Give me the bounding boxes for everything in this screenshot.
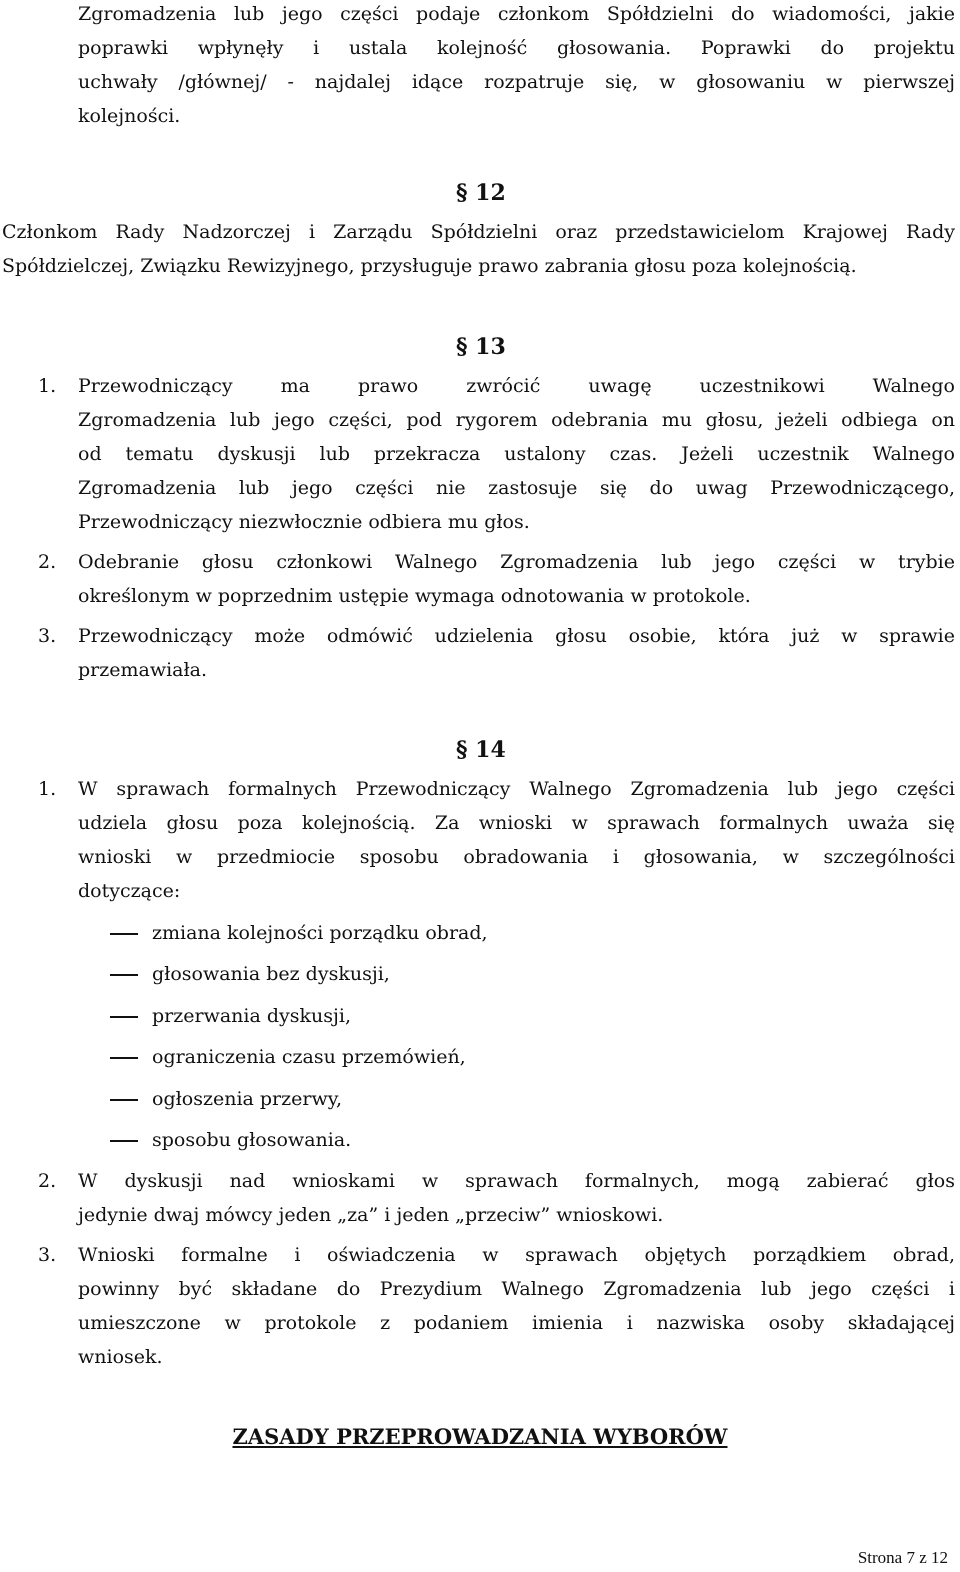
- list-item: sposobu głosowania.: [152, 1129, 352, 1151]
- paragraph-line: Zgromadzenia lub jego części, pod rygorem odebrania mu głosu, jeżeli odbiega on: [78, 409, 955, 431]
- dash-bullet-icon: [110, 933, 138, 935]
- list-item: głosowania bez dyskusji,: [152, 963, 390, 985]
- paragraph-line: Odebranie głosu członkowi Walnego Zgromadzenia lub jego części w trybie: [78, 551, 955, 573]
- item-number: 2.: [38, 551, 57, 573]
- dash-bullet-icon: [110, 1016, 138, 1018]
- paragraph-line: kolejności.: [78, 105, 181, 127]
- list-item: zmiana kolejności porządku obrad,: [152, 922, 488, 944]
- paragraph-line: wniosek.: [78, 1346, 163, 1368]
- item-number: 3.: [38, 1244, 57, 1266]
- dash-bullet-icon: [110, 1057, 138, 1059]
- section-heading-12: § 12: [456, 180, 506, 206]
- paragraph-line: od tematu dyskusji lub przekracza ustalony czas. Jeżeli uczestnik Walnego: [78, 443, 955, 465]
- closing-heading: ZASADY PRZEPROWADZANIA WYBORÓW: [232, 1424, 728, 1449]
- paragraph-line: Wnioski formalne i oświadczenia w sprawach objętych porządkiem obrad,: [78, 1244, 955, 1266]
- paragraph-line: udziela głosu poza kolejnością. Za wnioski w sprawach formalnych uważa się: [78, 812, 955, 834]
- section-heading-13: § 13: [456, 334, 506, 360]
- paragraph-line: W dyskusji nad wnioskami w sprawach formalnych, mogą zabierać głos: [78, 1170, 955, 1192]
- item-number: 2.: [38, 1170, 57, 1192]
- paragraph-line: jedynie dwaj mówcy jeden „za” i jeden „przeciw” wnioskowi.: [78, 1204, 664, 1226]
- item-number: 1.: [38, 375, 57, 397]
- paragraph-line: poprawki wpłynęły i ustala kolejność głosowania. Poprawki do projektu: [78, 37, 955, 59]
- paragraph-line: Zgromadzenia lub jego części nie zastosuje się do uwag Przewodniczącego,: [78, 477, 955, 499]
- paragraph-line: wnioski w przedmiocie sposobu obradowania i głosowania, w szczególności: [78, 846, 955, 868]
- paragraph-line: Spółdzielczej, Związku Rewizyjnego, przysługuje prawo zabrania głosu poza kolejnością.: [2, 255, 857, 277]
- dash-bullet-icon: [110, 1099, 138, 1101]
- paragraph-line: dotyczące:: [78, 880, 181, 902]
- paragraph-line: powinny być składane do Prezydium Walnego Zgromadzenia lub jego części i: [78, 1278, 955, 1300]
- dash-bullet-icon: [110, 1140, 138, 1142]
- paragraph-line: Przewodniczący może odmówić udzielenia głosu osobie, która już w sprawie: [78, 625, 955, 647]
- paragraph-line: W sprawach formalnych Przewodniczący Walnego Zgromadzenia lub jego części: [78, 778, 955, 800]
- list-item: przerwania dyskusji,: [152, 1005, 352, 1027]
- paragraph-line: określonym w poprzednim ustępie wymaga odnotowania w protokole.: [78, 585, 751, 607]
- paragraph-line: umieszczone w protokole z podaniem imienia i nazwiska osoby składającej: [78, 1312, 955, 1334]
- paragraph-line: Członkom Rady Nadzorczej i Zarządu Spółdzielni oraz przedstawicielom Krajowej Rady: [2, 221, 955, 243]
- item-number: 1.: [38, 778, 57, 800]
- paragraph-line: przemawiała.: [78, 659, 208, 681]
- section-heading-14: § 14: [456, 737, 506, 763]
- item-number: 3.: [38, 625, 57, 647]
- list-item: ogłoszenia przerwy,: [152, 1088, 342, 1110]
- list-item: ograniczenia czasu przemówień,: [152, 1046, 466, 1068]
- paragraph-line: Przewodniczący ma prawo zwrócić uwagę uczestnikowi Walnego: [78, 375, 955, 397]
- dash-bullet-icon: [110, 974, 138, 976]
- page-number: Strona 7 z 12: [857, 1548, 948, 1567]
- paragraph-line: Przewodniczący niezwłocznie odbiera mu głos.: [78, 511, 530, 533]
- paragraph-line: Zgromadzenia lub jego części podaje członkom Spółdzielni do wiadomości, jakie: [78, 3, 955, 25]
- paragraph-line: uchwały /głównej/ - najdalej idące rozpatruje się, w głosowaniu w pierwszej: [78, 71, 955, 93]
